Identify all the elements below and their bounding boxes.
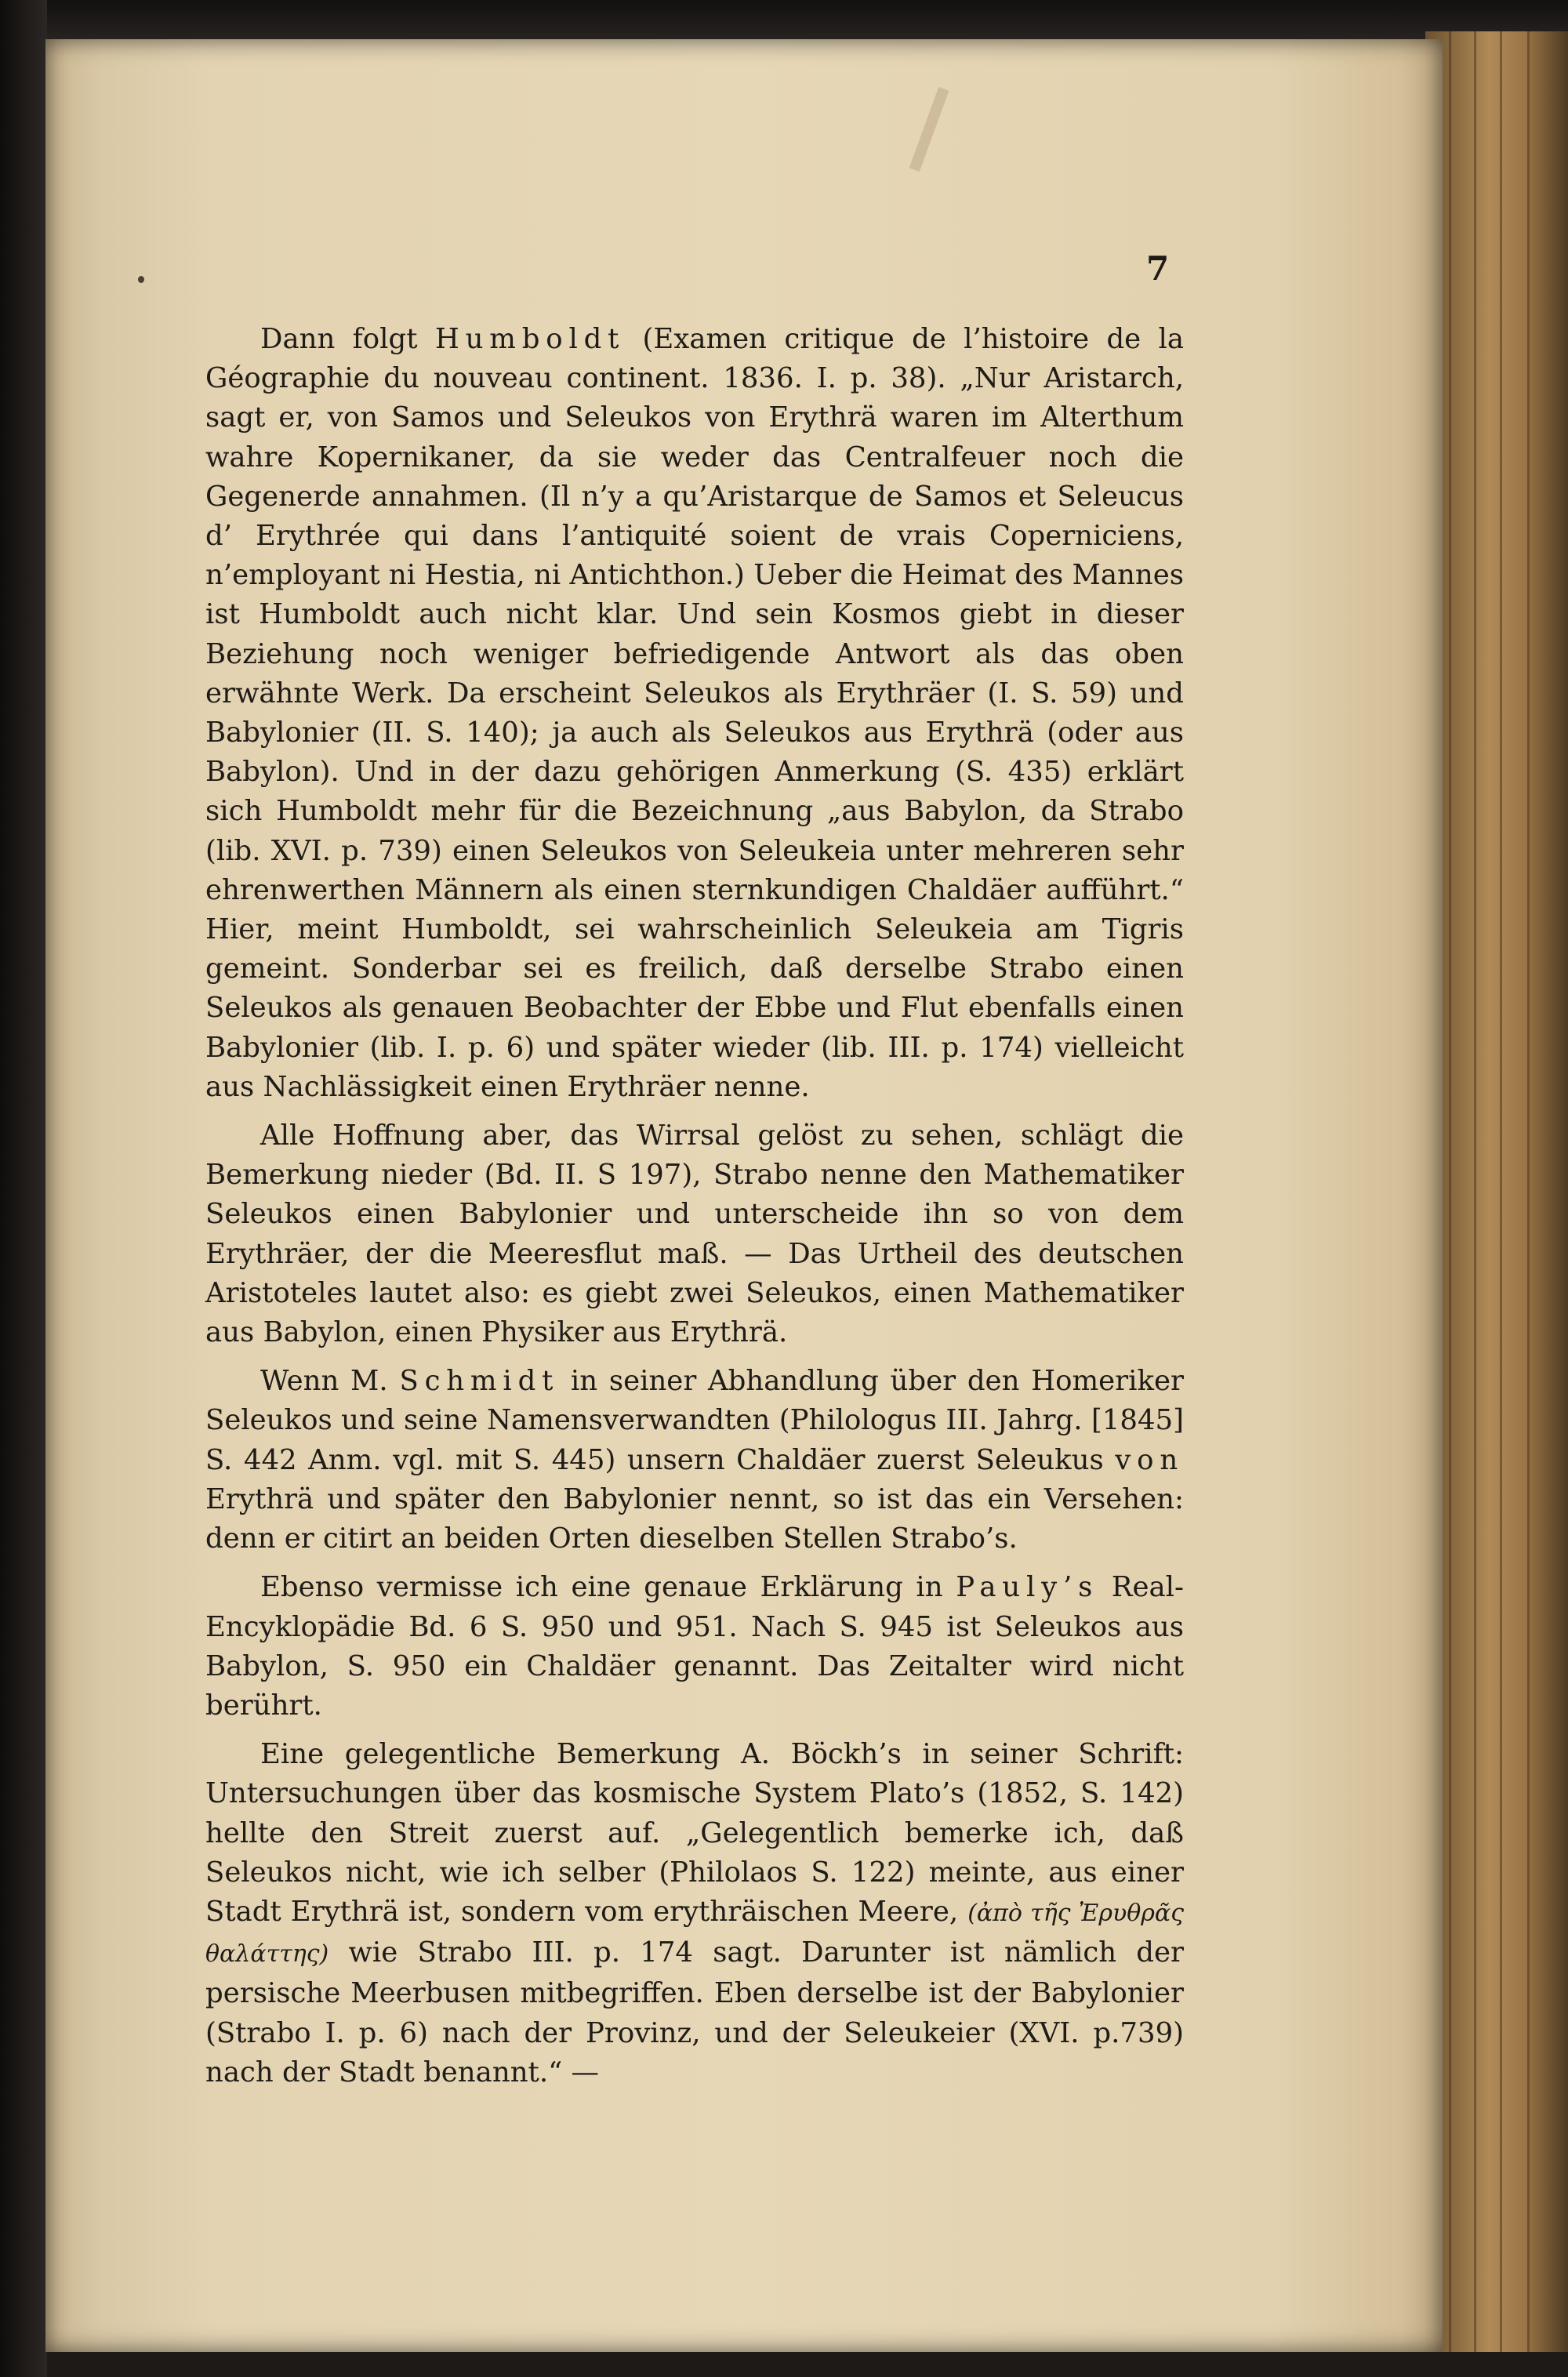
paragraph-5 — [205, 1735, 1184, 2092]
paper-stain — [909, 87, 949, 172]
paragraph-segment: Wenn M. — [260, 1365, 400, 1398]
page-number: 7 — [1146, 249, 1170, 288]
spaced-name-schmidt: Schmidt — [399, 1365, 560, 1398]
paragraph-4 — [205, 1568, 1184, 1726]
paragraph-segment: Dann folgt — [260, 323, 435, 355]
spaced-word-von: von — [1115, 1443, 1184, 1476]
paragraph-segment: Ebenso vermisse ich eine genaue Erklärung in — [260, 1571, 956, 1604]
paragraph-segment: wie Strabo III. p. 174 sagt. Darunter ist nämlich der persische Meerbusen mitbegriffen. Eben derselbe ist der Babylonier (Strabo I. p. 6) nach der Provinz, und der Seleukeier (XVI. p.739) nach der Stadt benannt.“ — — [205, 1936, 1184, 2088]
paragraph-segment: Real-Encyklopädie Bd. 6 S. 950 und 951. Nach S. 945 ist Seleukos aus Babylon, S. 950 ein Chaldäer genannt. Das Zeitalter wird nicht berührt. — [205, 1571, 1184, 1722]
spaced-name-pauly: Pauly’s — [956, 1571, 1099, 1604]
paragraph-segment: Alle Hoffnung aber, das Wirrsal gelöst zu sehen, schlägt die Bemerkung nieder (Bd. II. S 197), Strabo nenne den Mathematiker Seleukos einen Babylonier und unterscheide ihn so von dem Erythräer, der die Meeresflut maß. — Das Urtheil des deutschen Aristoteles lautet also: es giebt zwei Seleukos, einen Mathematiker aus Babylon, einen Physiker aus Erythrä. — [205, 1120, 1184, 1349]
spaced-name-humboldt: Humboldt — [434, 323, 626, 355]
scan-background-left — [0, 0, 47, 2377]
book-page-edges — [1425, 31, 1568, 2352]
paragraph-segment: Eine gelegentliche Bemerkung A. Böckh’s in seiner Schrift: Untersuchungen über das kosmische System Plato’s (1852, S. 142) hellte den Streit zuerst auf. „Gelegentlich bemerke ich, daß Seleukos nicht, wie ich selber (Philolaos S. 122) meinte, aus einer Stadt Erythrä ist, sondern vom erythräischen Meere, — [205, 1738, 1184, 1928]
paragraph-3 — [205, 1362, 1184, 1559]
paragraph-segment: (Examen critique de l’histoire de la Géographie du nouveau continent. 1836. I. p. 38). „Nur Aristarch, sagt er, von Samos und Seleukos von Erythrä waren im Alterthum wahre Kopernikaner, da sie weder das Centralfeuer noch die Gegenerde annahmen. (Il n’y a qu’Aristarque de Samos et Seleucus d’ Erythrée qui dans l’antiquité soient de vrais Coperniciens, n’employant ni Hestia, ni Antichthon.) Ueber die Heimat des Mannes ist Humboldt auch nicht klar. Und sein Kosmos giebt in dieser Beziehung noch weniger befriedigende Antwort als das oben erwähnte Werk. Da erscheint Seleukos als Erythräer (I. S. 59) und Babylonier (II. S. 140); ja auch als Seleukos aus Erythrä (oder aus Babylon). Und in der dazu gehörigen Anmerkung (S. 435) erklärt sich Humboldt mehr für die Bezeichnung „aus Babylon, da Strabo (lib. XVI. p. 739) einen Seleukos von Seleukeia unter mehreren sehr ehrenwerthen Männern als einen sternkundigen Chaldäer aufführt.“ Hier, meint Humboldt, sei wahrscheinlich Seleukeia am Tigris gemeint. Sonderbar sei es freilich, daß derselbe Strabo einen Seleukos als genauen Beobachter der Ebbe und Flut ebenfalls einen Babylonier (lib. I. p. 6) und später wieder (lib. III. p. 174) vielleicht aus Nachlässigkeit einen Erythräer nenne. — [205, 323, 1184, 1103]
page-body-text — [205, 320, 1184, 2102]
paragraph-1 — [205, 320, 1184, 1107]
paragraph-segment: in seiner Abhandlung über den Homeriker Seleukos und seine Namensverwandten (Philologus III. Jahrg. [1845] S. 442 Anm. vgl. mit S. 445) unsern Chaldäer zuerst Seleukus — [205, 1365, 1184, 1476]
greek-phrase: (ἀπὸ τῆς Ἐρυθρᾶς θαλάττης) — [205, 1899, 1184, 1969]
paragraph-2 — [205, 1116, 1184, 1352]
paper-speck — [138, 276, 144, 283]
paragraph-segment: Erythrä und später den Babylonier nennt, so ist das ein Versehen: denn er citirt an beiden Orten dieselben Stellen Strabo’s. — [205, 1482, 1184, 1555]
